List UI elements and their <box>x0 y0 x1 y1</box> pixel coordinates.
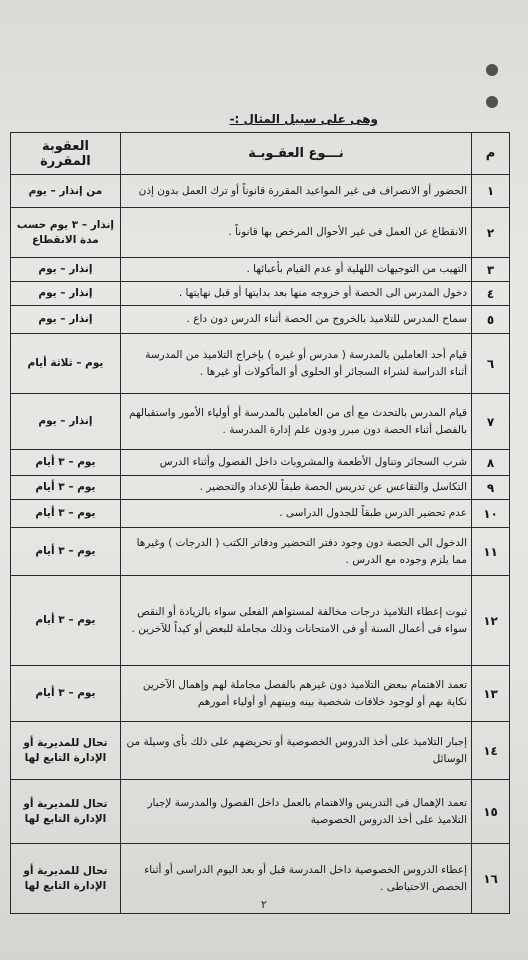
table-row <box>11 666 510 722</box>
table-row <box>11 500 510 528</box>
row-penalty: إنذار – يوم <box>11 394 121 450</box>
row-violation: شرب السجائر وتناول الأطعمة والمشروبات داخل الفصول وأثناء الدرس <box>120 450 471 476</box>
table-row <box>11 394 510 450</box>
row-violation: سماح المدرس للتلاميذ بالخروج من الحصة أثناء الدرس دون داع . <box>120 306 471 334</box>
row-penalty: يوم – ٣ أيام <box>11 528 121 576</box>
row-penalty: يوم – ٣ أيام <box>11 476 121 500</box>
table-row <box>11 476 510 500</box>
table-row <box>11 722 510 780</box>
table-row <box>11 175 510 208</box>
row-violation: تعمد الإهمال فى التدريس والاهتمام بالعمل داخل الفصول والمدرسة لإجبار التلاميذ على أخذ الدروس الخصوصية <box>120 780 471 844</box>
row-penalty: تحال للمديرية أو الإدارة التابع لها <box>11 722 121 780</box>
table-row <box>11 258 510 282</box>
row-num: ١٤ <box>472 722 510 780</box>
row-violation: تعمد الاهتمام ببعض التلاميذ دون غيرهم بالفصل مجاملة لهم وإهمال الآخرين نكاية بهم أو لوجود خلافات شخصية بينه وبينهم أو أولياء أمورهم <box>120 666 471 722</box>
punch-hole <box>486 64 498 76</box>
row-violation: دخول المدرس الى الحصة أو خروجه منها بعد بدايتها أو قبل نهايتها . <box>120 282 471 306</box>
row-num: ٥ <box>472 306 510 334</box>
table-row <box>11 780 510 844</box>
table-row <box>11 528 510 576</box>
row-violation: الدخول الى الحصة دون وجود دفتر التحضير ودفاتر الكتب ( الدرجات ) وغيرها مما يلزم وجوده مع الدرس . <box>120 528 471 576</box>
row-penalty: من إنذار – يوم <box>11 175 121 208</box>
table-row <box>11 576 510 666</box>
punch-hole <box>486 96 498 108</box>
row-penalty: تحال للمديرية أو الإدارة التابع لها <box>11 780 121 844</box>
row-num: ١٥ <box>472 780 510 844</box>
row-penalty: إنذار – يوم <box>11 282 121 306</box>
row-num: ١ <box>472 175 510 208</box>
row-violation: الانقطاع عن العمل فى غير الأحوال المرخص بها قانوناً . <box>120 208 471 258</box>
row-violation: إجبار التلاميذ على أخذ الدروس الخصوصية أو تحريضهم على ذلك بأى وسيلة من الوسائل <box>120 722 471 780</box>
header-violation: نـــوع العقـوبـة <box>120 133 471 175</box>
row-penalty: يوم – ثلاثة أيام <box>11 334 121 394</box>
table-header-row <box>11 133 510 175</box>
intro-text: وهى على سبيل المثال :- <box>229 112 378 126</box>
row-num: ٦ <box>472 334 510 394</box>
row-penalty: يوم – ٣ أيام <box>11 500 121 528</box>
row-num: ١٢ <box>472 576 510 666</box>
row-violation: قيام أحد العاملين بالمدرسة ( مدرس أو غيره ) بإخراج التلاميذ من المدرسة أثناء الدراسة لشراء السجائر أو الحلوى أو المأكولات أو غيرها . <box>120 334 471 394</box>
row-violation: التكاسل والتقاعس عن تدريس الحصة طبقاً للإعداد والتحضير . <box>120 476 471 500</box>
row-penalty: تحال للمديرية أو الإدارة التابع لها <box>11 844 121 914</box>
row-violation: الحضور أو الانصراف فى غير المواعيد المقررة قانوناً أو ترك العمل بدون إذن <box>120 175 471 208</box>
table-row <box>11 306 510 334</box>
row-num: ١٦ <box>472 844 510 914</box>
row-num: ١٠ <box>472 500 510 528</box>
row-penalty: إنذار – يوم <box>11 306 121 334</box>
row-violation: التهيب من التوجيهات اللهلية أو عدم القيام بأعبائها . <box>120 258 471 282</box>
row-num: ٣ <box>472 258 510 282</box>
row-num: ١٣ <box>472 666 510 722</box>
row-num: ٧ <box>472 394 510 450</box>
row-violation: عدم تحضير الدرس طبقاً للجدول الدراسى . <box>120 500 471 528</box>
penalties-table <box>10 132 510 914</box>
row-num: ٤ <box>472 282 510 306</box>
row-violation: ثبوت إعطاء التلاميذ درجات مخالفة لمستواهم الفعلى سواء بالزيادة أو النقص سواء فى أعمال السنة أو فى الامتحانات وذلك مجاملة للبعض أو كيداً للآخرين . <box>120 576 471 666</box>
row-num: ٢ <box>472 208 510 258</box>
row-penalty: إنذار – يوم <box>11 258 121 282</box>
page-number: ٢ <box>261 898 267 911</box>
header-num: م <box>472 133 510 175</box>
row-num: ٨ <box>472 450 510 476</box>
row-penalty: يوم – ٣ أيام <box>11 450 121 476</box>
row-penalty: يوم – ٣ أيام <box>11 576 121 666</box>
row-violation: قيام المدرس بالتحدث مع أى من العاملين بالمدرسة أو أولياء الأمور واستقبالهم بالفصل أثناء الحصة دون مبرر ودون علم إدارة المدرسة . <box>120 394 471 450</box>
row-num: ١١ <box>472 528 510 576</box>
header-penalty: العقوبة المقررة <box>11 133 121 175</box>
row-penalty: إنذار – ٣ يوم حسب مدة الانقطاع <box>11 208 121 258</box>
row-penalty: يوم – ٣ أيام <box>11 666 121 722</box>
table-row <box>11 334 510 394</box>
table-row <box>11 282 510 306</box>
table-row <box>11 450 510 476</box>
row-num: ٩ <box>472 476 510 500</box>
row-violation: إعطاء الدروس الخصوصية داخل المدرسة قبل أو بعد اليوم الدراسى أو أثناء الحصص الاحتياطى . <box>120 844 471 914</box>
table-row <box>11 208 510 258</box>
